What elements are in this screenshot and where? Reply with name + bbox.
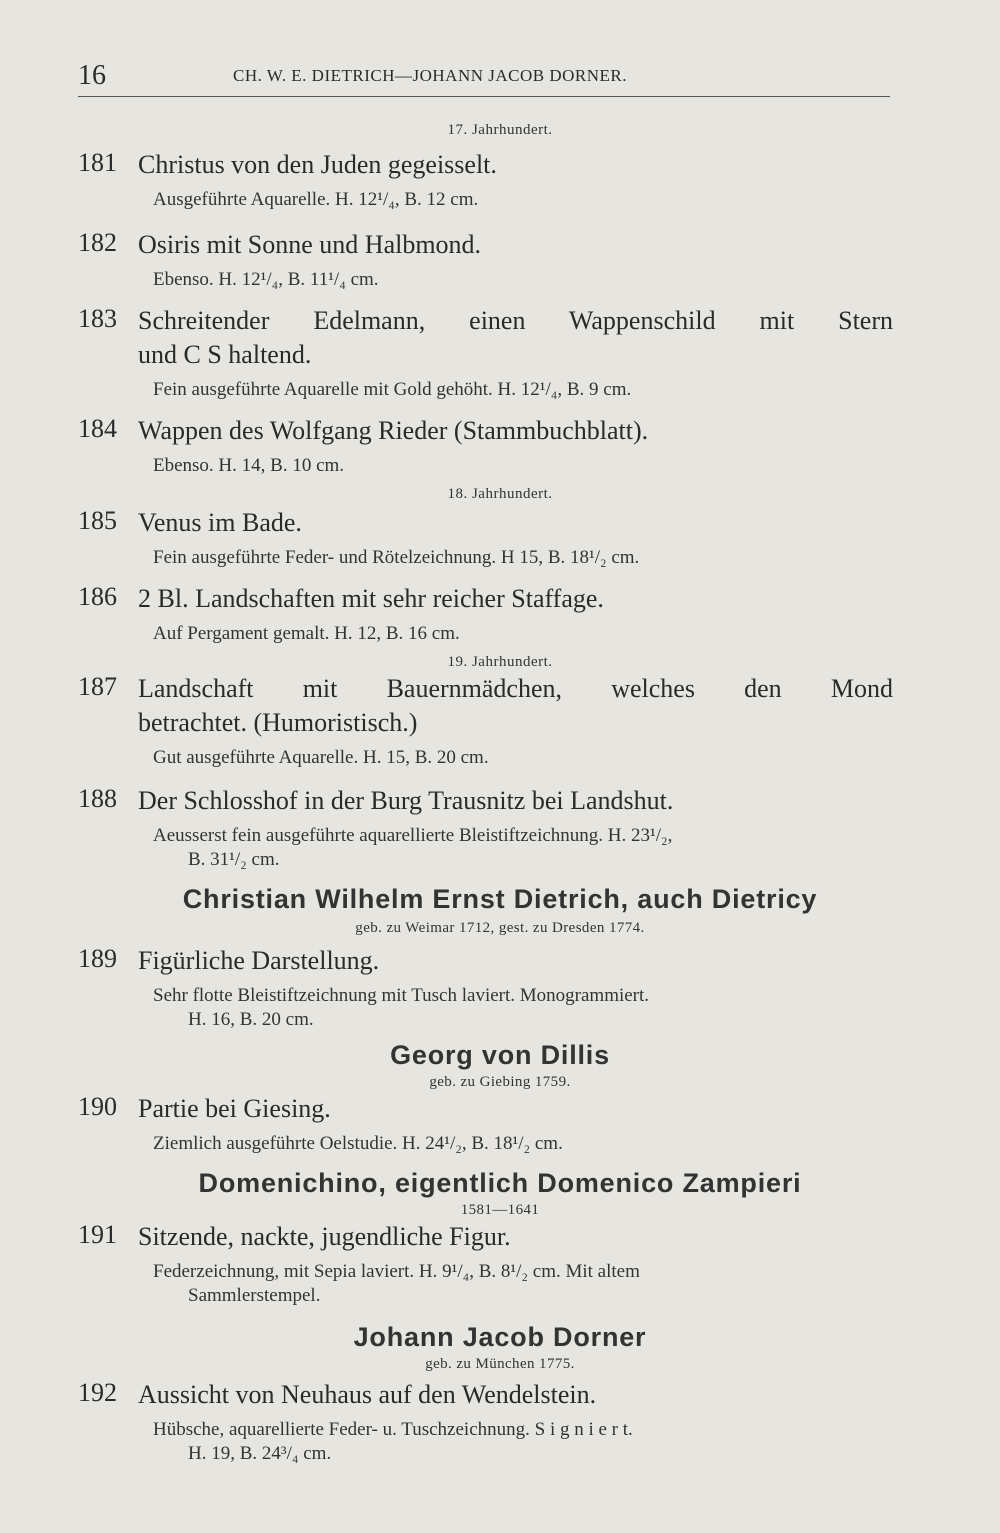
entry-title: Sitzende, nackte, jugendliche Figur. bbox=[138, 1222, 511, 1251]
entry-number: 182 bbox=[78, 228, 117, 257]
catalog-entry-184 bbox=[78, 414, 893, 478]
entry-detail-continued: H. 19, B. 24³/₄ cm. bbox=[188, 1443, 332, 1464]
catalog-entry-188 bbox=[78, 784, 893, 872]
entry-detail-continued: Sammlerstempel. bbox=[188, 1285, 321, 1306]
entry-number: 190 bbox=[78, 1092, 117, 1121]
entry-detail: Ebenso. H. 12¹/₄, B. 11¹/₄ cm. bbox=[153, 269, 379, 290]
entry-title: Christus von den Juden gegeisselt. bbox=[138, 150, 497, 179]
entry-title-continued: betrachtet. (Humoristisch.) bbox=[138, 708, 418, 737]
entry-detail: Ausgeführte Aquarelle. H. 12¹/₄, B. 12 cm. bbox=[153, 189, 479, 210]
entry-detail: Sehr flotte Bleistiftzeichnung mit Tusch laviert. Monogrammiert. bbox=[153, 985, 650, 1006]
century-heading-19: 19. Jahrhundert. bbox=[447, 654, 553, 670]
entry-title: Partie bei Giesing. bbox=[138, 1094, 331, 1123]
entry-title: Wappen des Wolfgang Rieder (Stammbuchblatt). bbox=[138, 416, 649, 445]
entry-title: Schreitender Edelmann, einen Wappenschild mit Stern bbox=[138, 306, 893, 335]
artist-heading-domenichino: Domenichino, eigentlich Domenico Zampieri bbox=[198, 1168, 802, 1198]
running-title: CH. W. E. DIETRICH—JOHANN JACOB DORNER. bbox=[233, 66, 627, 85]
entry-detail: Ebenso. H. 14, B. 10 cm. bbox=[153, 455, 345, 476]
entry-title: Figürliche Darstellung. bbox=[138, 946, 380, 975]
entry-title-continued: und C S haltend. bbox=[138, 340, 312, 369]
entry-number: 191 bbox=[78, 1220, 117, 1249]
page-header bbox=[78, 60, 890, 97]
artist-life-dillis: geb. zu Giebing 1759. bbox=[429, 1074, 571, 1090]
entry-number: 192 bbox=[78, 1378, 117, 1407]
century-heading-17: 17. Jahrhundert. bbox=[447, 122, 553, 138]
catalog-entry-181 bbox=[78, 148, 893, 212]
entry-detail: Auf Pergament gemalt. H. 12, B. 16 cm. bbox=[153, 623, 460, 644]
entry-detail-continued: B. 31¹/₂ cm. bbox=[188, 849, 280, 870]
entry-title: Der Schlosshof in der Burg Trausnitz bei Landshut. bbox=[138, 786, 674, 815]
entry-number: 183 bbox=[78, 304, 117, 333]
catalog-entry-192 bbox=[78, 1378, 893, 1466]
catalog-entry-186 bbox=[78, 582, 893, 646]
page-number: 16 bbox=[78, 60, 106, 91]
entry-title: 2 Bl. Landschaften mit sehr reicher Staffage. bbox=[138, 584, 604, 613]
entry-detail: Gut ausgeführte Aquarelle. H. 15, B. 20 cm. bbox=[153, 747, 489, 768]
entry-number: 184 bbox=[78, 414, 117, 443]
entry-detail: Aeusserst fein ausgeführte aquarellierte Bleistiftzeichnung. H. 23¹/₂, bbox=[153, 825, 673, 846]
entry-detail: Fein ausgeführte Feder- und Rötelzeichnung. H 15, B. 18¹/₂ cm. bbox=[153, 547, 640, 568]
entry-number: 185 bbox=[78, 506, 117, 535]
catalog-entry-183 bbox=[78, 304, 893, 402]
catalog-entry-187 bbox=[78, 672, 893, 770]
catalog-entry-191 bbox=[78, 1220, 893, 1308]
entry-title: Venus im Bade. bbox=[138, 508, 302, 537]
entry-title: Landschaft mit Bauernmädchen, welches den Mond bbox=[138, 674, 893, 703]
entry-detail: Ziemlich ausgeführte Oelstudie. H. 24¹/₂, B. 18¹/₂ cm. bbox=[153, 1133, 563, 1154]
artist-life-dietrich: geb. zu Weimar 1712, gest. zu Dresden 1774. bbox=[355, 920, 645, 936]
catalog-entry-190 bbox=[78, 1092, 893, 1156]
catalog-entry-185 bbox=[78, 506, 893, 570]
artist-life-domenichino: 1581—1641 bbox=[460, 1202, 540, 1218]
entry-number: 188 bbox=[78, 784, 117, 813]
entry-detail-continued: H. 16, B. 20 cm. bbox=[188, 1009, 314, 1030]
entry-title: Aussicht von Neuhaus auf den Wendelstein. bbox=[138, 1380, 597, 1409]
entry-number: 187 bbox=[78, 672, 117, 701]
entry-detail: Hübsche, aquarellierte Feder- u. Tuschzeichnung. S i g n i e r t. bbox=[153, 1419, 633, 1440]
entry-detail: Fein ausgeführte Aquarelle mit Gold gehöht. H. 12¹/₄, B. 9 cm. bbox=[153, 379, 632, 400]
catalog-entry-182 bbox=[78, 228, 893, 292]
catalog-entry-189 bbox=[78, 944, 893, 1032]
artist-heading-dietrich: Christian Wilhelm Ernst Dietrich, auch Dietricy bbox=[182, 884, 818, 914]
artist-heading-dillis: Georg von Dillis bbox=[390, 1040, 610, 1070]
entry-title: Osiris mit Sonne und Halbmond. bbox=[138, 230, 482, 259]
artist-heading-dorner: Johann Jacob Dorner bbox=[353, 1322, 647, 1352]
entry-number: 186 bbox=[78, 582, 117, 611]
entry-number: 189 bbox=[78, 944, 117, 973]
century-heading-18: 18. Jahrhundert. bbox=[447, 486, 553, 502]
entry-detail: Federzeichnung, mit Sepia laviert. H. 9¹/₄, B. 8¹/₂ cm. Mit altem bbox=[153, 1261, 640, 1282]
entry-number: 181 bbox=[78, 148, 117, 177]
artist-life-dorner: geb. zu München 1775. bbox=[425, 1356, 575, 1372]
